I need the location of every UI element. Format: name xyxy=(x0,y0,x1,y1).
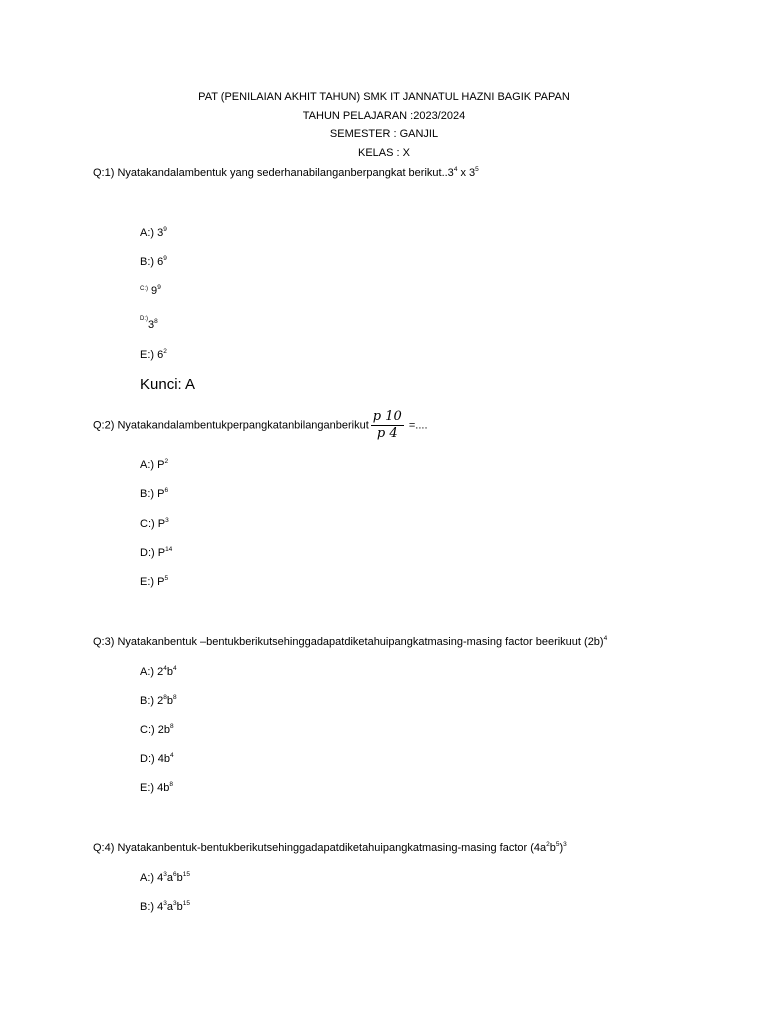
q3-option-a-exponent-2: 4 xyxy=(172,665,177,672)
question-3-exponent: 4 xyxy=(603,635,608,642)
q4-option-b-variable-a: a xyxy=(166,901,173,913)
question-1-mid: x 3 xyxy=(457,167,476,179)
header-exam-title: PAT (PENILAIAN AKHIT TAHUN) SMK IT JANNATUL HAZNI BAGIK PAPAN xyxy=(198,91,570,103)
q3-option-b-label: B:) 2 xyxy=(140,695,164,707)
q1-option-c xyxy=(140,285,161,297)
document-header xyxy=(0,88,768,162)
q2-option-a-label: A:) P xyxy=(140,459,165,471)
q3-option-d-label: D:) 4b xyxy=(140,753,170,765)
question-2-text: Q:2) Nyatakandalambentukperpangkatanbilanganberikut xyxy=(93,419,369,432)
q3-option-a-variable: b xyxy=(166,666,173,678)
q3-option-c xyxy=(140,724,174,736)
q2-option-b-label: B:) P xyxy=(140,488,165,500)
question-4-exponent-1: 2 xyxy=(546,841,550,848)
q3-option-e-exponent: 8 xyxy=(169,781,173,788)
q2-option-e xyxy=(140,576,168,588)
q3-option-b-variable: b xyxy=(166,695,173,707)
q1-option-e xyxy=(140,349,167,361)
question-3 xyxy=(93,636,607,648)
q4-option-b-exponent-1: 3 xyxy=(163,900,167,907)
question-4-close: ) xyxy=(559,842,564,854)
q4-option-b-exponent-3: 15 xyxy=(182,900,190,907)
q3-option-a xyxy=(140,666,177,678)
q2-option-a-exponent: 2 xyxy=(164,458,169,465)
q3-option-b xyxy=(140,695,177,707)
q2-option-d-label: D:) P xyxy=(140,547,166,559)
q4-option-a-label: A:) 4 xyxy=(140,872,164,884)
q3-option-b-exponent-1: 8 xyxy=(163,694,167,701)
q1-option-e-label: E:) 6 xyxy=(140,349,164,361)
q2-option-c-label: C:) P xyxy=(140,518,166,530)
header-academic-year: TAHUN PELAJARAN :2023/2024 xyxy=(302,109,466,122)
question-4-exponent-3: 3 xyxy=(563,841,567,848)
q1-option-d xyxy=(140,315,158,331)
q4-option-a-variable-b: b xyxy=(176,872,183,884)
q2-option-c-exponent: 3 xyxy=(165,517,169,524)
fraction-denominator: p 4 xyxy=(376,426,398,441)
q3-option-b-exponent-2: 8 xyxy=(172,694,177,701)
q1-option-d-label: D:) xyxy=(140,316,148,322)
q2-option-d-exponent: 14 xyxy=(165,546,173,553)
question-1-text: Q:1) Nyatakandalambentuk yang sederhanabilanganberpangkat berikut..3 xyxy=(93,167,454,179)
question-1-exponent-1: 4 xyxy=(453,166,458,173)
question-1 xyxy=(93,167,479,179)
q1-option-a-label: A:) 3 xyxy=(140,227,164,239)
question-1-exponent-2: 5 xyxy=(475,166,479,173)
q4-option-b-exponent-2: 3 xyxy=(172,900,177,907)
q1-option-d-base: 3 xyxy=(148,319,155,331)
q3-option-c-exponent: 8 xyxy=(169,723,174,730)
q4-option-a-exponent-2: 6 xyxy=(172,871,177,878)
q1-option-b xyxy=(140,256,167,268)
q4-option-a-variable-a: a xyxy=(166,872,173,884)
q3-option-d-exponent: 4 xyxy=(169,752,174,759)
q1-option-d-exponent: 8 xyxy=(154,318,158,325)
question-4-variable: b xyxy=(549,842,556,854)
q1-option-c-label: C:) xyxy=(140,286,148,292)
q4-option-b-variable-b: b xyxy=(176,901,183,913)
q1-answer-key: Kunci: A xyxy=(140,376,196,393)
question-2-fraction xyxy=(371,409,404,442)
q2-option-e-exponent: 5 xyxy=(164,575,169,582)
q3-option-e xyxy=(140,782,173,794)
q4-option-b-label: B:) 4 xyxy=(140,901,164,913)
header-class: KELAS : X xyxy=(358,146,410,159)
question-2-tail: =.... xyxy=(405,419,428,432)
q2-option-e-label: E:) P xyxy=(140,576,165,588)
q1-option-c-exponent: 9 xyxy=(157,284,161,291)
question-4-exponent-2: 5 xyxy=(555,841,560,848)
question-4 xyxy=(93,842,567,854)
q1-option-a xyxy=(140,227,167,239)
q1-option-b-exponent: 9 xyxy=(163,255,167,262)
q3-option-d xyxy=(140,753,174,765)
q2-option-b-exponent: 6 xyxy=(164,487,169,494)
q3-option-e-label: E:) 4b xyxy=(140,782,170,794)
header-semester: SEMESTER : GANJIL xyxy=(329,128,439,140)
question-4-text: Q:4) Nyatakanbentuk-bentukberikutsehinggadapatdiketahuipangkatmasing-masing factor (4a xyxy=(93,842,547,854)
q4-option-a-exponent-1: 3 xyxy=(163,871,167,878)
q2-option-d xyxy=(140,547,172,559)
fraction-numerator: p 10 xyxy=(372,409,402,424)
q1-option-e-exponent: 2 xyxy=(163,348,167,355)
q1-option-a-exponent: 9 xyxy=(163,226,167,233)
q4-option-a xyxy=(140,872,190,884)
q3-option-a-label: A:) 2 xyxy=(140,666,164,678)
q4-option-b xyxy=(140,901,190,913)
q1-option-c-base: 9 xyxy=(148,285,158,297)
q4-option-a-exponent-3: 15 xyxy=(182,871,190,878)
q3-option-a-exponent-1: 4 xyxy=(163,665,167,672)
question-3-text: Q:3) Nyatakanbentuk –bentukberikutsehinggadapatdiketahuipangkatmasing-masing factor beerikuut (2b) xyxy=(93,636,604,648)
question-2 xyxy=(93,409,428,442)
q3-option-c-label: C:) 2b xyxy=(140,724,170,736)
q2-option-c xyxy=(140,518,169,530)
q1-option-b-label: B:) 6 xyxy=(140,256,164,268)
q2-option-a xyxy=(140,459,168,471)
q2-option-b xyxy=(140,488,168,500)
